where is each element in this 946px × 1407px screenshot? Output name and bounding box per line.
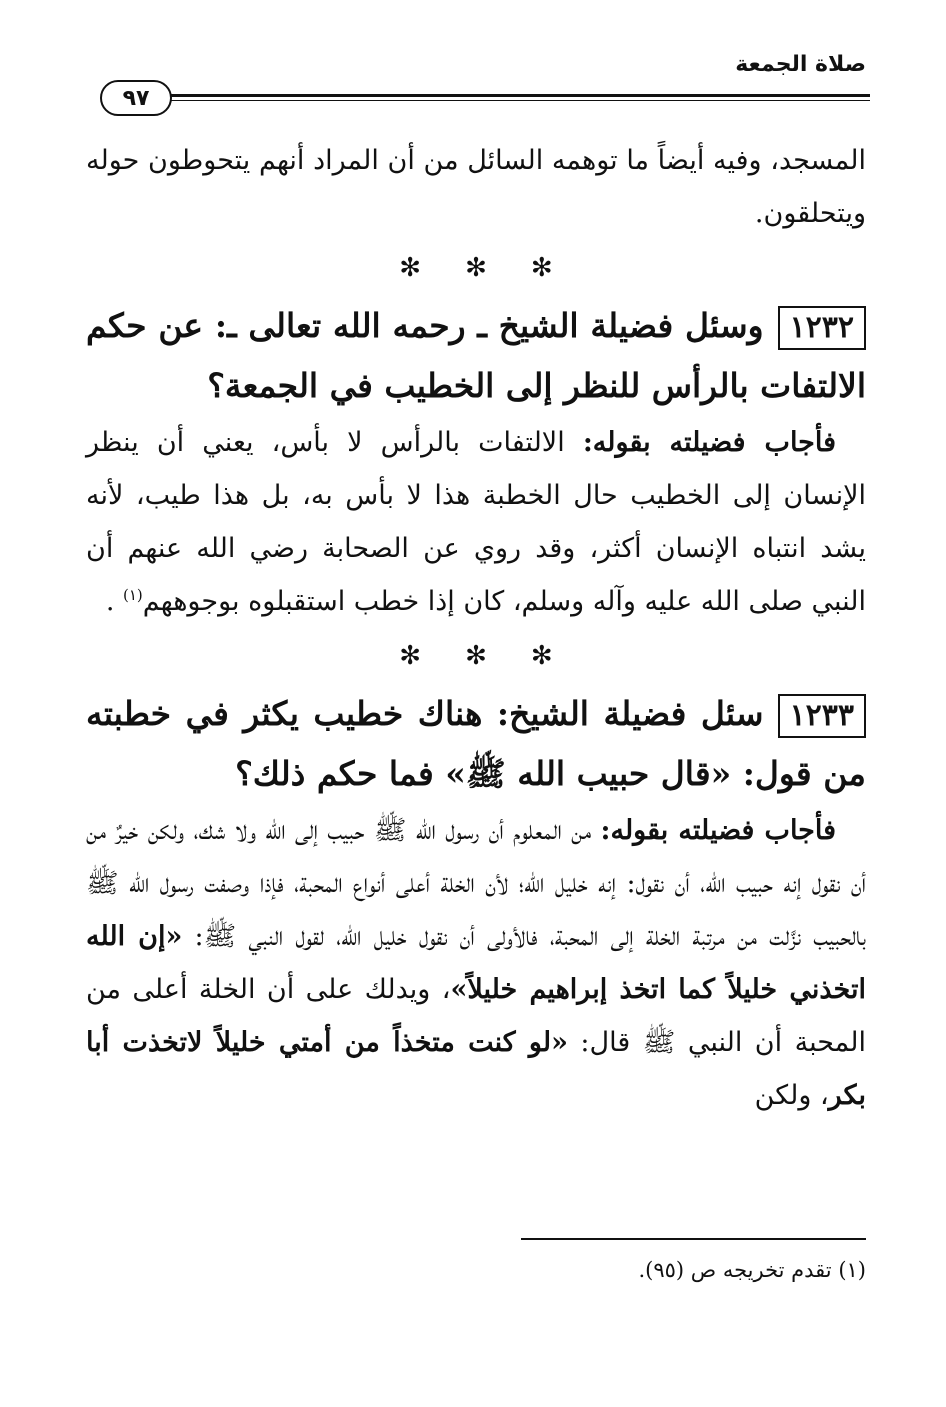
question-1 [86, 296, 866, 416]
question-number: ١٢٣٣ [778, 694, 866, 738]
page-number: ٩٧ [100, 80, 172, 116]
answer-text: ، ويدلك على أن الخلة أعلى من المحبة أن النبي ﷺ قال: [86, 974, 866, 1058]
continuation-paragraph: المسجد، وفيه أيضاً ما توهمه السائل من أن المراد أنهم يتحوطون حوله ويتحلقون. [86, 145, 866, 229]
star-icon: ✻ [530, 641, 553, 671]
answer-lead: فأجاب فضيلته بقوله: [600, 815, 836, 846]
answer-1 [86, 416, 866, 628]
answer-text: من المعلوم أن رسول الله ﷺ حبيب إلى الله ولا شك، ولكن خيرٌ من أن نقول إنه حبيب الله، أن نقول: إنه خليل الله؛ لأن الخلة أعلى أنواع المحبة، فإذا وصفت رسول الله ﷺ بالحبيب نزَّلت من مرتبة الخلة إلى المحبة، فالأولى أن نقول خليل الله، لقول النبي ﷺ: [86, 815, 866, 952]
question-text: سئل فضيلة الشيخ: هناك خطيب يكثر في خطبته من قول: «قال حبيب الله ﷺ» فما حكم ذلك؟ [86, 694, 866, 793]
answer-text: الالتفات بالرأس لا بأس، يعني أن ينظر الإنسان إلى الخطيب حال الخطبة هذا لا بأس به، بل هذا طيب، لأنه يشد انتباه الإنسان أكثر، وقد روي عن الصحابة رضي الله عنهم أن النبي صلى الله عليه وآله وسلم، كان إذا خطب استقبلوه بوجوههم [86, 427, 866, 617]
question-text: وسئل فضيلة الشيخ ـ رحمه الله تعالى ـ: عن حكم الالتفات بالرأس للنظر إلى الخطيب في الجمعة؟ [86, 306, 866, 405]
page-body [86, 134, 866, 1122]
question-number: ١٢٣٢ [778, 306, 866, 350]
running-title: صلاة الجمعة [735, 52, 866, 77]
header-rule-thin [165, 100, 870, 101]
footnote: (١) تقدم تخريجه ص (٩٥). [638, 1258, 866, 1282]
star-icon: ✻ [465, 641, 487, 671]
section-separator [86, 240, 866, 296]
answer-end: . [105, 586, 123, 617]
section-separator [86, 628, 866, 684]
star-icon: ✻ [465, 253, 487, 283]
footnote-rule [521, 1238, 866, 1240]
answer-text: ، ولكن [754, 1080, 829, 1111]
answer-lead: فأجاب فضيلته بقوله: [582, 427, 836, 458]
hadith-quote: «إن الله اتخذني خليلاً كما اتخذ إبراهيم خليلاً» [86, 921, 866, 1005]
answer-2 [86, 804, 866, 1122]
star-icon: ✻ [530, 253, 553, 283]
question-2 [86, 684, 866, 804]
star-icon: ✻ [399, 253, 422, 283]
star-icon: ✻ [399, 641, 422, 671]
hadith-quote: «لو كنت متخذاً من أمتي خليلاً لاتخذت أبا بكر [86, 1027, 866, 1111]
footnote-marker: (١) [123, 586, 143, 604]
header-rule [165, 94, 870, 97]
